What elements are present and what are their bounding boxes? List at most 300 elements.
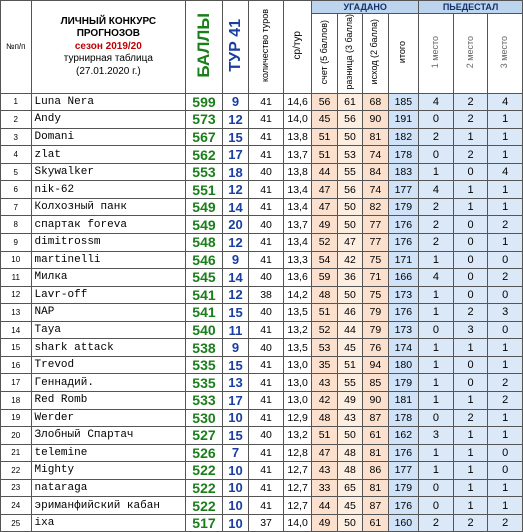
place2-cell: 1: [453, 444, 488, 462]
diff-cell: 50: [337, 286, 362, 304]
place3-cell: 4: [488, 93, 523, 111]
tour-points-cell: 10: [222, 514, 248, 532]
tours-count-cell: 41: [249, 128, 284, 146]
table-row: [1, 444, 523, 462]
tours-count-cell: 41: [249, 479, 284, 497]
avg-cell: 14,0: [283, 514, 311, 532]
table-row: [1, 304, 523, 322]
place3-cell: 1: [488, 339, 523, 357]
tours-count-cell: 41: [249, 444, 284, 462]
participant-name: telemine: [31, 444, 186, 462]
diff-cell: 46: [337, 304, 362, 322]
place3-cell: 1: [488, 427, 523, 445]
diff-cell: 44: [337, 321, 362, 339]
points-cell: 548: [186, 234, 223, 252]
place3-cell: 0: [488, 321, 523, 339]
points-cell: 573: [186, 111, 223, 129]
tours-count-cell: 40: [249, 269, 284, 287]
title-line1: ЛИЧНЫЙ КОНКУРС: [60, 15, 157, 27]
total-cell: 176: [388, 444, 419, 462]
table-row: [1, 111, 523, 129]
place3-cell: 3: [488, 304, 523, 322]
table-row: [1, 497, 523, 515]
participant-name: Колхозный панк: [31, 198, 186, 216]
score-cell: 47: [312, 198, 337, 216]
points-cell: 535: [186, 356, 223, 374]
points-cell: 535: [186, 374, 223, 392]
place3-cell: 1: [488, 128, 523, 146]
avg-cell: 13,3: [283, 251, 311, 269]
table-row: [1, 93, 523, 111]
total-cell: 182: [388, 128, 419, 146]
table-row: [1, 251, 523, 269]
outcome-cell: 81: [363, 128, 388, 146]
place3-cell: 2: [488, 374, 523, 392]
place1-cell: 0: [419, 409, 454, 427]
score-cell: 51: [312, 146, 337, 164]
place1-cell: 1: [419, 339, 454, 357]
tour-points-cell: 10: [222, 497, 248, 515]
points-cell: 522: [186, 462, 223, 480]
participant-name: dimitrossm: [31, 234, 186, 252]
points-cell: 517: [186, 514, 223, 532]
row-number: 1: [1, 93, 32, 111]
place2-cell: 0: [453, 251, 488, 269]
diff-cell: 48: [337, 444, 362, 462]
participant-name: Skywalker: [31, 163, 186, 181]
tour-points-cell: 10: [222, 479, 248, 497]
score-cell: 33: [312, 479, 337, 497]
row-number: 22: [1, 462, 32, 480]
points-cell: 553: [186, 163, 223, 181]
points-cell: 567: [186, 128, 223, 146]
score-cell: 48: [312, 286, 337, 304]
points-cell: 541: [186, 304, 223, 322]
outcome-cell: 61: [363, 514, 388, 532]
place2-cell: 2: [453, 304, 488, 322]
diff-cell: 50: [337, 427, 362, 445]
participant-name: Andy: [31, 111, 186, 129]
outcome-cell: 79: [363, 304, 388, 322]
place1-cell: 3: [419, 427, 454, 445]
participant-name: zlat: [31, 146, 186, 164]
diff-cell: 56: [337, 181, 362, 199]
place2-cell: 1: [453, 391, 488, 409]
avg-cell: 13,4: [283, 198, 311, 216]
tours-count-cell: 38: [249, 286, 284, 304]
row-number: 21: [1, 444, 32, 462]
table-row: [1, 181, 523, 199]
place3-cell: 0: [488, 286, 523, 304]
table-row: [1, 286, 523, 304]
place2-cell: 2: [453, 111, 488, 129]
score-cell: 47: [312, 181, 337, 199]
tour-points-cell: 15: [222, 427, 248, 445]
total-header: итого: [388, 14, 419, 94]
tour-points-cell: 10: [222, 462, 248, 480]
avg-cell: 12,9: [283, 409, 311, 427]
place3-cell: 1: [488, 497, 523, 515]
score-cell: 59: [312, 269, 337, 287]
tour-points-cell: 14: [222, 269, 248, 287]
table-row: [1, 427, 523, 445]
place2-cell: 3: [453, 321, 488, 339]
place3-cell: 1: [488, 111, 523, 129]
tours-count-cell: 40: [249, 216, 284, 234]
tour-points-cell: 10: [222, 409, 248, 427]
table-row: [1, 269, 523, 287]
diff-cell: 56: [337, 111, 362, 129]
diff-cell: 36: [337, 269, 362, 287]
score-cell: 44: [312, 163, 337, 181]
place2-cell: 2: [453, 146, 488, 164]
score-cell: 51: [312, 128, 337, 146]
tours-count-cell: 41: [249, 356, 284, 374]
points-cell: 549: [186, 198, 223, 216]
place2-cell: 0: [453, 374, 488, 392]
diff-cell: 45: [337, 339, 362, 357]
points-cell: 541: [186, 286, 223, 304]
points-cell: 599: [186, 93, 223, 111]
place3-cell: 1: [488, 409, 523, 427]
place2-cell: 0: [453, 163, 488, 181]
row-number: 7: [1, 198, 32, 216]
total-cell: 179: [388, 479, 419, 497]
diff-cell: 48: [337, 462, 362, 480]
total-cell: 173: [388, 286, 419, 304]
row-number: 14: [1, 321, 32, 339]
place2-cell: 0: [453, 286, 488, 304]
points-header: БАЛЛЫ: [186, 1, 223, 94]
outcome-cell: 76: [363, 339, 388, 357]
total-cell: 179: [388, 374, 419, 392]
tours-count-header: количество туров: [249, 1, 284, 94]
row-number: 18: [1, 391, 32, 409]
row-number: 6: [1, 181, 32, 199]
title-block: [31, 1, 186, 94]
tour-points-cell: 13: [222, 374, 248, 392]
tour-points-cell: 9: [222, 251, 248, 269]
place3-cell: 0: [488, 444, 523, 462]
place1-cell: 1: [419, 286, 454, 304]
table-row: [1, 234, 523, 252]
score-cell: 49: [312, 514, 337, 532]
outcome-cell: 74: [363, 181, 388, 199]
table-row: [1, 128, 523, 146]
place1-cell: 1: [419, 462, 454, 480]
score-cell: 47: [312, 444, 337, 462]
total-cell: 183: [388, 163, 419, 181]
row-number: 20: [1, 427, 32, 445]
diff-cell: 55: [337, 163, 362, 181]
score-cell: 43: [312, 462, 337, 480]
diff-cell: 50: [337, 198, 362, 216]
outcome-cell: 82: [363, 198, 388, 216]
diff-cell: 61: [337, 93, 362, 111]
place3-header: 3 место: [488, 14, 523, 94]
tour-points-cell: 9: [222, 339, 248, 357]
total-cell: 179: [388, 198, 419, 216]
tours-count-cell: 40: [249, 304, 284, 322]
points-cell: 551: [186, 181, 223, 199]
tour-points-cell: 17: [222, 146, 248, 164]
place3-cell: 2: [488, 216, 523, 234]
score-cell: 51: [312, 304, 337, 322]
outcome-cell: 79: [363, 321, 388, 339]
points-cell: 522: [186, 497, 223, 515]
avg-cell: 13,4: [283, 234, 311, 252]
place2-cell: 1: [453, 128, 488, 146]
avg-cell: 13,0: [283, 374, 311, 392]
place3-cell: 0: [488, 462, 523, 480]
points-cell: 530: [186, 409, 223, 427]
avg-cell: 14,0: [283, 111, 311, 129]
tours-count-cell: 41: [249, 497, 284, 515]
row-number: 16: [1, 356, 32, 374]
place1-cell: 2: [419, 514, 454, 532]
place1-cell: 2: [419, 198, 454, 216]
diff-cell: 49: [337, 391, 362, 409]
avg-cell: 13,8: [283, 128, 311, 146]
participant-name: Mighty: [31, 462, 186, 480]
place1-cell: 1: [419, 391, 454, 409]
avg-cell: 13,7: [283, 216, 311, 234]
points-cell: 549: [186, 216, 223, 234]
diff-cell: 47: [337, 234, 362, 252]
participant-name: Геннадий.: [31, 374, 186, 392]
table-row: [1, 198, 523, 216]
place1-cell: 1: [419, 251, 454, 269]
outcome-cell: 85: [363, 374, 388, 392]
score-cell: 43: [312, 374, 337, 392]
avg-cell: 13,7: [283, 146, 311, 164]
outcome-cell: 61: [363, 427, 388, 445]
total-cell: 177: [388, 181, 419, 199]
row-number: 3: [1, 128, 32, 146]
tours-count-cell: 41: [249, 111, 284, 129]
outcome-cell: 71: [363, 269, 388, 287]
diff-cell: 42: [337, 251, 362, 269]
total-cell: 191: [388, 111, 419, 129]
total-cell: 174: [388, 339, 419, 357]
guessed-group-header: УГАДАНО: [312, 1, 419, 14]
outcome-cell: 86: [363, 462, 388, 480]
place3-cell: 1: [488, 479, 523, 497]
points-cell: 527: [186, 427, 223, 445]
tour-points-cell: 15: [222, 304, 248, 322]
points-cell: 562: [186, 146, 223, 164]
outcome-cell: 68: [363, 93, 388, 111]
place3-cell: 1: [488, 234, 523, 252]
points-cell: 545: [186, 269, 223, 287]
place2-cell: 0: [453, 356, 488, 374]
avg-cell: 12,7: [283, 479, 311, 497]
tour-points-cell: 20: [222, 216, 248, 234]
diff-cell: 51: [337, 356, 362, 374]
diff-cell: 45: [337, 497, 362, 515]
avg-cell: 13,2: [283, 427, 311, 445]
participant-name: Domani: [31, 128, 186, 146]
place1-cell: 0: [419, 146, 454, 164]
place2-cell: 0: [453, 216, 488, 234]
outcome-header: исход (2 балла): [363, 14, 388, 94]
total-cell: 177: [388, 462, 419, 480]
tour-points-cell: 12: [222, 111, 248, 129]
participant-name: Lavr-off: [31, 286, 186, 304]
place2-header: 2 место: [453, 14, 488, 94]
place1-cell: 1: [419, 374, 454, 392]
place3-cell: 1: [488, 198, 523, 216]
participant-name: Милка: [31, 269, 186, 287]
outcome-cell: 81: [363, 444, 388, 462]
standings-body: [1, 93, 523, 532]
diff-cell: 43: [337, 409, 362, 427]
participant-name: спартак forevа: [31, 216, 186, 234]
row-number: 24: [1, 497, 32, 515]
row-number: 10: [1, 251, 32, 269]
place2-cell: 1: [453, 181, 488, 199]
participant-name: shark attack: [31, 339, 186, 357]
diff-cell: 50: [337, 128, 362, 146]
tour-points-cell: 15: [222, 356, 248, 374]
place1-cell: 4: [419, 269, 454, 287]
diff-header: разница (3 балла): [337, 14, 362, 94]
tours-count-cell: 41: [249, 234, 284, 252]
title-line2: ПРОГНОЗОВ: [76, 28, 140, 40]
score-cell: 56: [312, 93, 337, 111]
total-cell: 176: [388, 304, 419, 322]
tour-points-cell: 18: [222, 163, 248, 181]
participant-name: NAP: [31, 304, 186, 322]
season-label: сезон 2019/20: [74, 40, 142, 52]
place1-cell: 0: [419, 321, 454, 339]
participant-name: Trevod: [31, 356, 186, 374]
score-cell: 49: [312, 216, 337, 234]
total-cell: 162: [388, 427, 419, 445]
row-number: 11: [1, 269, 32, 287]
table-row: [1, 216, 523, 234]
place1-cell: 0: [419, 497, 454, 515]
points-cell: 546: [186, 251, 223, 269]
tours-count-cell: 40: [249, 163, 284, 181]
avg-cell: 12,7: [283, 497, 311, 515]
place1-cell: 4: [419, 93, 454, 111]
tour-points-cell: 7: [222, 444, 248, 462]
row-number: 15: [1, 339, 32, 357]
score-header: счет (5 баллов): [312, 14, 337, 94]
place2-cell: 2: [453, 409, 488, 427]
tours-count-cell: 41: [249, 198, 284, 216]
tours-count-cell: 37: [249, 514, 284, 532]
tours-count-cell: 41: [249, 409, 284, 427]
place3-cell: 1: [488, 146, 523, 164]
avg-cell: 14,6: [283, 93, 311, 111]
place2-cell: 2: [453, 514, 488, 532]
place1-cell: 2: [419, 216, 454, 234]
points-cell: 540: [186, 321, 223, 339]
place1-cell: 1: [419, 356, 454, 374]
row-number: 12: [1, 286, 32, 304]
table-row: [1, 339, 523, 357]
score-cell: 35: [312, 356, 337, 374]
avg-cell: 13,4: [283, 181, 311, 199]
date-label: (27.01.2020 г.): [75, 65, 141, 77]
outcome-cell: 75: [363, 251, 388, 269]
place3-cell: 1: [488, 181, 523, 199]
points-cell: 522: [186, 479, 223, 497]
avg-cell: 13,8: [283, 163, 311, 181]
tour-points-cell: 11: [222, 321, 248, 339]
row-number: 9: [1, 234, 32, 252]
score-cell: 44: [312, 497, 337, 515]
score-cell: 45: [312, 111, 337, 129]
place3-cell: 1: [488, 356, 523, 374]
outcome-cell: 87: [363, 497, 388, 515]
total-cell: 176: [388, 216, 419, 234]
outcome-cell: 75: [363, 286, 388, 304]
row-number: 4: [1, 146, 32, 164]
table-row: [1, 356, 523, 374]
table-row: [1, 374, 523, 392]
diff-cell: 55: [337, 374, 362, 392]
total-cell: 160: [388, 514, 419, 532]
place2-cell: 2: [453, 93, 488, 111]
points-cell: 538: [186, 339, 223, 357]
row-number: 5: [1, 163, 32, 181]
total-cell: 176: [388, 234, 419, 252]
tours-count-cell: 41: [249, 251, 284, 269]
row-number: 8: [1, 216, 32, 234]
table-row: [1, 321, 523, 339]
diff-cell: 50: [337, 216, 362, 234]
place2-cell: 1: [453, 198, 488, 216]
avg-cell: 13,5: [283, 339, 311, 357]
total-cell: 178: [388, 409, 419, 427]
tours-count-cell: 41: [249, 391, 284, 409]
participant-name: ixa: [31, 514, 186, 532]
place1-header: 1 место: [419, 14, 454, 94]
score-cell: 51: [312, 427, 337, 445]
diff-cell: 65: [337, 479, 362, 497]
tour-points-cell: 12: [222, 181, 248, 199]
participant-name: nataraga: [31, 479, 186, 497]
outcome-cell: 77: [363, 216, 388, 234]
tours-count-cell: 40: [249, 339, 284, 357]
row-number: 25: [1, 514, 32, 532]
subtitle: турнирная таблица: [63, 53, 153, 65]
tours-count-cell: 41: [249, 374, 284, 392]
tour-points-cell: 14: [222, 198, 248, 216]
table-row: [1, 146, 523, 164]
score-cell: 54: [312, 251, 337, 269]
place2-cell: 1: [453, 427, 488, 445]
score-cell: 53: [312, 339, 337, 357]
outcome-cell: 77: [363, 234, 388, 252]
points-cell: 533: [186, 391, 223, 409]
place1-cell: 0: [419, 111, 454, 129]
tour-points-cell: 12: [222, 234, 248, 252]
points-cell: 526: [186, 444, 223, 462]
avg-cell: 13,2: [283, 321, 311, 339]
place3-cell: 2: [488, 391, 523, 409]
place2-cell: 1: [453, 462, 488, 480]
score-cell: 48: [312, 409, 337, 427]
place2-cell: 1: [453, 339, 488, 357]
tours-count-cell: 40: [249, 427, 284, 445]
table-row: [1, 514, 523, 532]
total-cell: 180: [388, 356, 419, 374]
diff-cell: 50: [337, 514, 362, 532]
